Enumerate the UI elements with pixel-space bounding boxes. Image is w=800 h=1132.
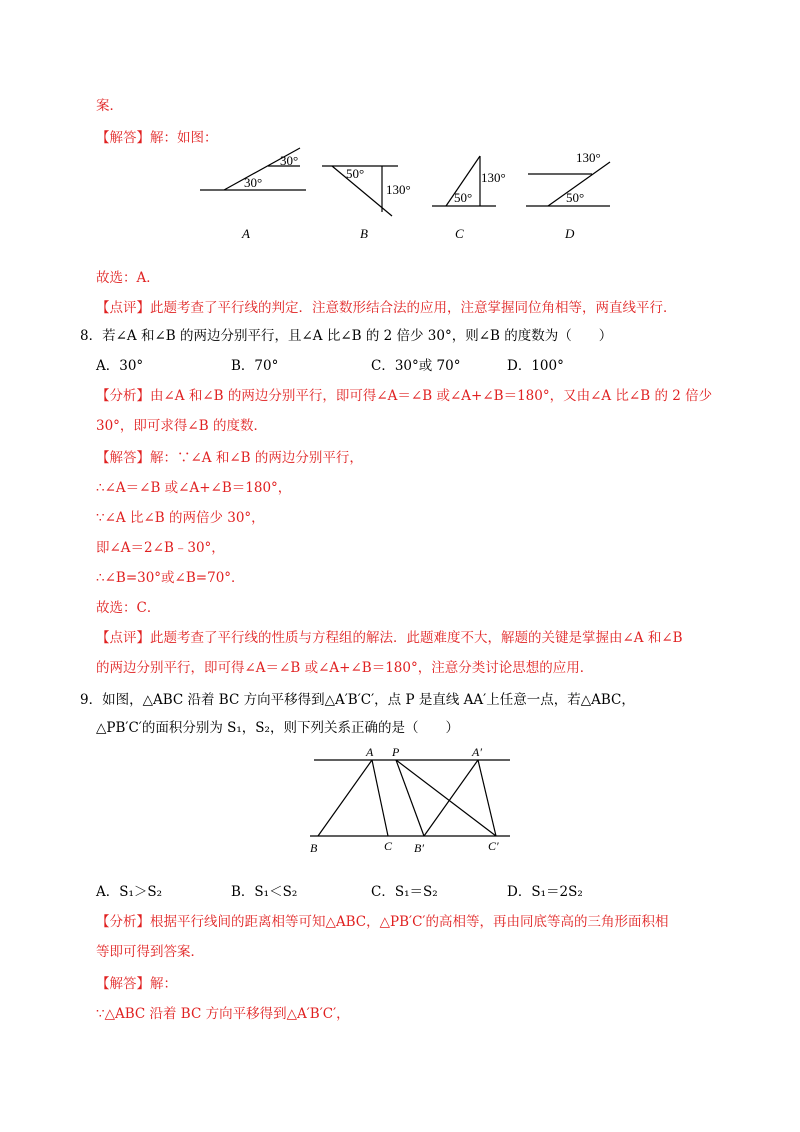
answer-tag: 【解答】 — [96, 450, 150, 466]
q8-option-b: B．70° — [231, 358, 279, 374]
answer-text: 解：如图： — [150, 130, 218, 146]
analysis-text: 由∠A 和∠B 的两边分别平行，即可得∠A＝∠B 或∠A+∠B＝180°，又由∠A 比∠B 的 2 倍少 — [150, 388, 713, 404]
q9-analysis — [96, 912, 668, 932]
comment-text: 此题考查了平行线的判定．注意数形结合法的应用，注意掌握同位角相等，两直线平行． — [150, 300, 677, 316]
q8-analysis-cont: 30°，即可求得∠B 的度数． — [96, 418, 267, 434]
q9-option-a: A．S₁＞S₂ — [96, 884, 163, 900]
analysis-tag: 【分析】 — [96, 388, 150, 404]
fig-d-angle-top: 130° — [576, 150, 601, 165]
q9-option-c: C．S₁＝S₂ — [371, 884, 438, 900]
q8-stem: 8．若∠A 和∠B 的两边分别平行，且∠A 比∠B 的 2 倍少 30°，则∠B 的度数为（ ） — [80, 328, 613, 344]
fig-b-angle-right: 130° — [386, 182, 411, 197]
fig-label-d: D — [565, 226, 575, 241]
q9-answer — [96, 974, 177, 994]
q8-answer-line-3: ∵∠A 比∠B 的两倍少 30°， — [96, 510, 265, 526]
fig-d-angle-bottom: 50° — [566, 190, 585, 205]
q7-conclusion-line: 案． — [96, 98, 123, 114]
fig-label-a-prime: A′ — [472, 745, 482, 759]
comment-tag: 【点评】 — [96, 300, 150, 316]
q8-comment-cont: 的两边分别平行，即可得∠A＝∠B 或∠A+∠B＝180°，注意分类讨论思想的应用． — [96, 660, 594, 676]
q8-option-d: D．100° — [507, 358, 564, 374]
q9-stem-cont: △PB′C′的面积分别为 S₁，S₂，则下列关系正确的是（ ） — [96, 720, 459, 736]
fig-a2b2 — [424, 760, 478, 836]
q8-answer-line-5: ∴∠B=30°或∠B=70°． — [96, 570, 245, 586]
q9-stem: 9．如图，△ABC 沿着 BC 方向平移得到△A′B′C′，点 P 是直线 AA′上任意一点，若△ABC， — [80, 692, 635, 708]
fig-label-c: C — [384, 839, 393, 853]
q8-choice: 故选：C． — [96, 600, 161, 616]
fig-label-b: B — [310, 841, 318, 855]
q8-answer-line-2: ∴∠A＝∠B 或∠A+∠B＝180°， — [96, 480, 292, 496]
fig-ac — [372, 760, 388, 836]
fig-ab — [318, 760, 372, 836]
answer-text: 解：∵∠A 和∠B 的两边分别平行， — [150, 450, 363, 466]
answer-tag: 【解答】 — [96, 976, 150, 992]
fig-label-a: A — [366, 745, 374, 759]
fig-label-b-prime: B′ — [414, 841, 424, 855]
q9-option-d: D．S₁＝2S₂ — [507, 884, 583, 900]
fig-b-angle-top: 50° — [346, 166, 365, 181]
q7-comment — [96, 298, 677, 318]
fig-c-angle-bottom: 50° — [454, 190, 473, 205]
fig-a-angle-top: 30° — [280, 153, 299, 168]
q8-analysis — [96, 386, 712, 406]
comment-tag: 【点评】 — [96, 630, 150, 646]
q7-choice: 故选：A． — [96, 270, 160, 286]
fig-label-p: P — [392, 745, 400, 759]
answer-text: 解： — [150, 976, 177, 992]
fig-pb2 — [396, 760, 424, 836]
fig-label-c-prime: C′ — [488, 839, 499, 853]
q9-answer-line-1: ∵△ABC 沿着 BC 方向平移得到△A′B′C′， — [96, 1006, 350, 1022]
analysis-tag: 【分析】 — [96, 914, 150, 930]
answer-tag: 【解答】 — [96, 130, 150, 146]
q8-answer-line-4: 即∠A＝2∠B﹣30°， — [96, 540, 225, 556]
q8-option-c: C．30°或 70° — [371, 358, 461, 374]
fig-label-c: C — [455, 226, 464, 241]
q9-translation-figure — [300, 744, 520, 858]
q8-comment — [96, 628, 683, 648]
fig-label-b: B — [360, 226, 368, 241]
analysis-text: 根据平行线间的距离相等可知△ABC，△PB′C′的高相等，再由同底等高的三角形面积相 — [150, 914, 669, 930]
fig-a-angle-bottom: 30° — [244, 175, 263, 190]
q8-option-a: A．30° — [96, 358, 144, 374]
comment-text: 此题考查了平行线的性质与方程组的解法．此题难度不大，解题的关键是掌握由∠A 和∠B — [150, 630, 683, 646]
q7-answer — [96, 128, 218, 148]
q9-analysis-cont: 等即可得到答案． — [96, 944, 204, 960]
q7-angle-figure — [196, 146, 616, 246]
fig-label-a: A — [242, 226, 250, 241]
fig-c-angle-top: 130° — [481, 170, 506, 185]
q9-option-b: B．S₁＜S₂ — [231, 884, 298, 900]
q8-answer — [96, 448, 363, 468]
